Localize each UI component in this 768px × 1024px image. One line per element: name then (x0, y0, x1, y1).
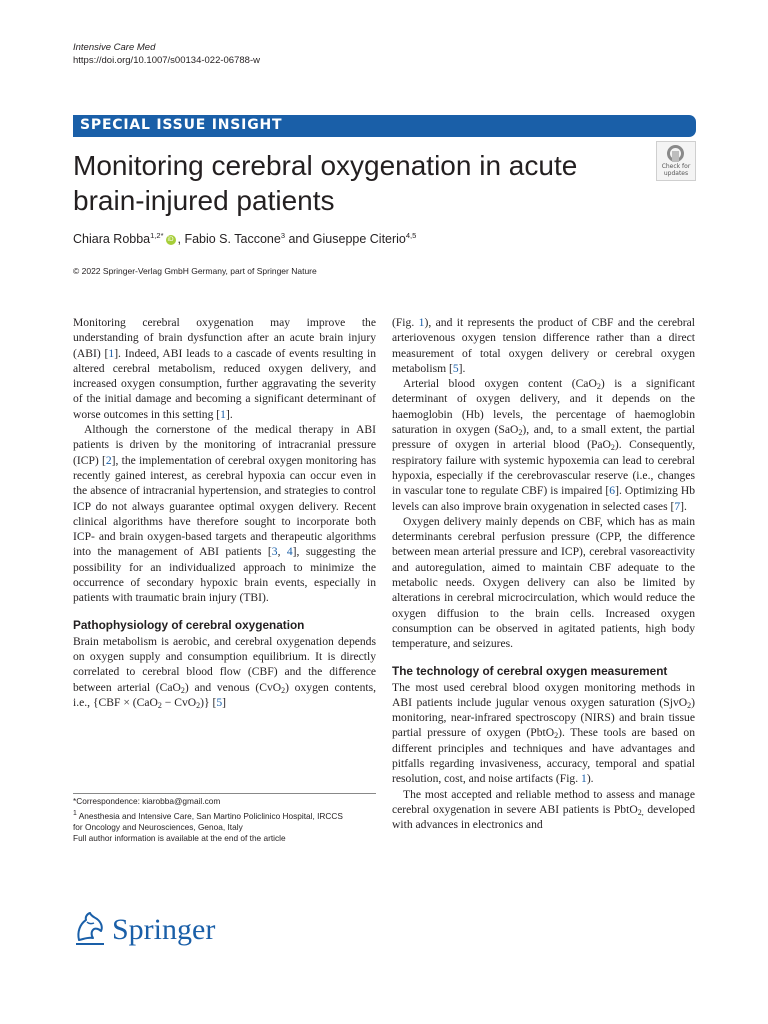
affiliation-marker: 4,5 (405, 231, 417, 240)
affiliation-note: $^1$ Anesthesia and Intensive Care, San Martino Policlinico Hospital, IRCCS (73, 809, 343, 821)
author-list (73, 231, 416, 246)
body-paragraph: (Fig. 1), and it represents the product of CBF and the cerebral arteriovenous oxygen tension difference rather than a direct measurement of total oxygen delivery or cerebral oxygen metabolism [5]. (392, 316, 695, 375)
bookmark-icon (672, 151, 679, 162)
body-column-left (73, 315, 376, 710)
body-paragraph: Although the cornerstone of the medical therapy in ABI patients is driven by the monitoring of intracranial pressure (ICP) [2], the implementation of cerebral oxygen monitoring has recently gained interest, as cerebral hypoxia can occur even in the absence of intracranial hypertension, and strategies to control ICP do not always guarantee optimal oxygen delivery. Recent clinical algorithms have therefore sought to incorporate both ICP- and brain oxygen-based targets and therapeutic algorithms into the management of ABI patients [3, 4], suggesting the possibility for an individualized approach to minimize the occurrence of secondary hypoxic brain events, especially in patients with traumatic brain injury (TBI). (73, 423, 376, 605)
orcid-icon[interactable]: iD (167, 235, 174, 243)
author-name: and Giuseppe Citerio (284, 232, 406, 247)
doi-link[interactable]: https://doi.org/10.1007/s00134-022-06788-w (73, 55, 260, 66)
author-name: , Fabio S. Taccone (177, 232, 281, 247)
body-column-right (392, 315, 695, 833)
body-paragraph: Arterial blood oxygen content (CaO$_2$) is a significant determinant of oxygen delivery, and it depends on the haemoglobin (Hb) levels, the percentage of haemoglobin saturation in oxygen (SaO$_2$), and, to a small extent, the partial pressure of oxygen in arterial blood (PaO$_2$). Consequently, respiratory failure with systemic hypoxemia can lead to cerebral hypoxia, especially if the cerebrovascular reserve (i.e., changes in vascular tone to regulate CBF) is impaired [6]. Optimizing Hb levels can also improve brain oxygenation in selected cases [7]. (392, 377, 696, 513)
copyright-line: © 2022 Springer-Verlag GmbH Germany, part of Springer Nature (73, 266, 317, 276)
article-title: Monitoring cerebral oxygenation in acute brain-injured patients (73, 150, 578, 216)
affiliation-marker: 1,2* (150, 231, 164, 240)
body-paragraph: The most accepted and reliable method to assess and manage cerebral oxygenation in severe ABI patients is PbtO$_{2,}$ developed with advances in electronics and (392, 787, 695, 832)
body-paragraph: Monitoring cerebral oxygenation may improve the understanding of brain dysfunction after an acute brain injury (ABI) [1]. Indeed, ABI leads to a cascade of events resulting in altered cerebral metabolism, reduced oxygen delivery, and increased oxygen consumption, further aggravating the severity of the initial damage and becoming a significant determinant of worse outcomes in this setting [1]. (73, 316, 376, 421)
affiliation-note-cont: for Oncology and Neurosciences, Genoa, Italy (73, 821, 243, 832)
article-type-banner (73, 115, 696, 137)
body-paragraph: Brain metabolism is aerobic, and cerebral oxygenation depends on oxygen supply and consumption equilibrium. It is directly correlated to cerebral blood flow (CBF) and the difference between arterial (CaO$_2$) and venous (CvO$_2$) oxygen contents, i.e., {CBF × (CaO$_2$ − CvO$_2$)} [5] (73, 634, 377, 710)
body-paragraph: Oxygen delivery mainly depends on CBF, which has as main determinants cerebral perfusion pressure (CPP, the difference between mean arterial pressure and ICP), cerebral vasoreactivity and autoregulation, aimed to maintain CBF adequate to the metabolic needs. Oxygen delivery can also be limited by alterations in cerebral microcirculation, which would reduce the oxygen diffusion to the brain cells. Increased oxygen consumption can be observed in agitated patients, high body temperature, and seizures. (392, 514, 695, 651)
check-for-updates-badge[interactable] (656, 141, 696, 181)
correspondence-note: *Correspondence: kiarobba@gmail.com (73, 796, 221, 806)
footnotes (73, 793, 376, 845)
section-heading: Pathophysiology of cerebral oxygenation (73, 617, 305, 632)
check-updates-label: Check for updates (661, 163, 691, 177)
section-heading: The technology of cerebral oxygen measurement (392, 663, 668, 678)
journal-header (73, 41, 260, 67)
article-type-label: SPECIAL ISSUE INSIGHT (80, 117, 283, 133)
springer-horse-icon (73, 910, 107, 948)
author-name: Chiara Robba (73, 232, 151, 247)
body-paragraph: The most used cerebral blood oxygen monitoring methods in ABI patients include jugular venous oxygen saturation (SjvO$_2$) monitoring, near-infrared spectroscopy (NIRS) and brain tissue partial pressure of oxygen (PbtO$_2$). These tools are based on different principles and techniques and have advantages and pitfalls regarding invasiveness, accuracy, temporal and spatial resolution, cost, and noise artifacts (Fig. 1). (392, 680, 695, 786)
full-author-info-note: Full author information is available at the end of the article (73, 833, 286, 844)
publisher-name: Springer (112, 913, 216, 946)
journal-name: Intensive Care Med (73, 42, 156, 53)
affiliation-marker: 3 (280, 231, 285, 240)
